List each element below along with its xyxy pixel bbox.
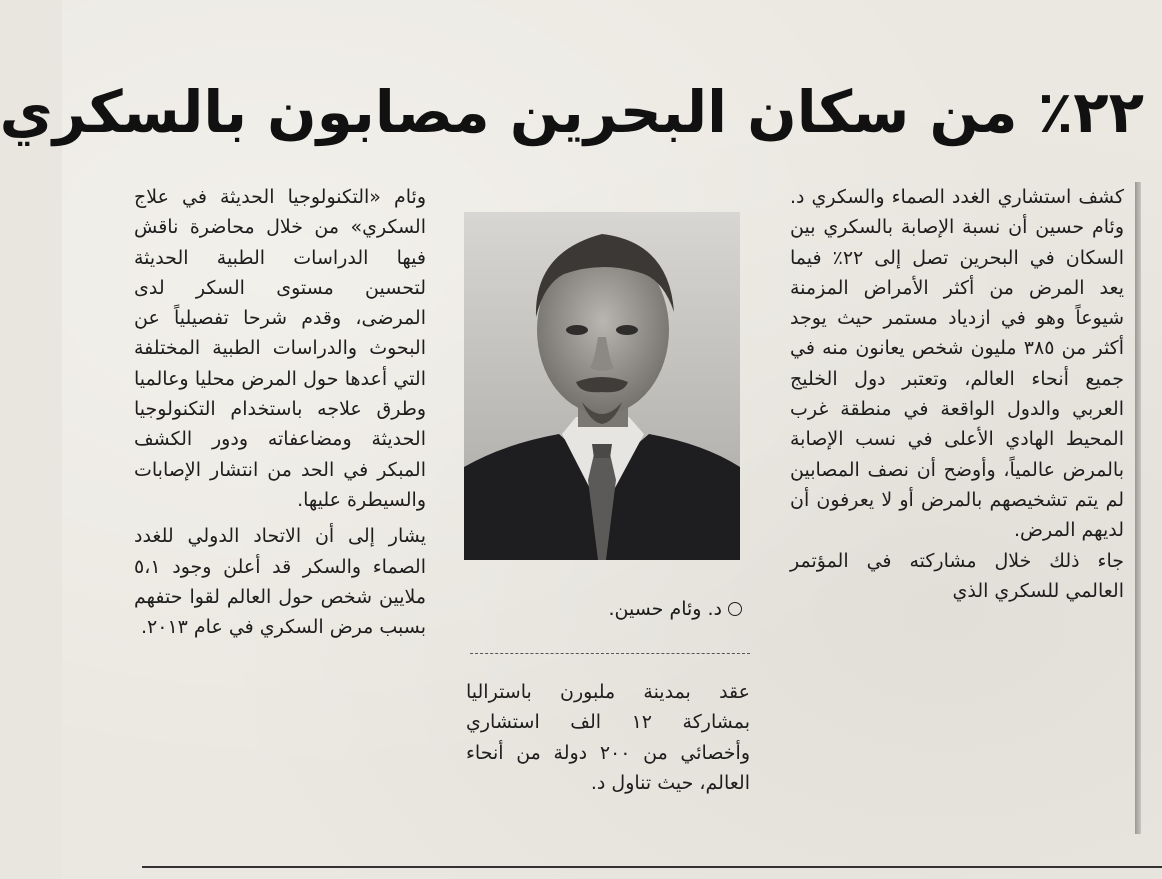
- page-bottom-rule: [142, 866, 1162, 868]
- article-paragraph: عقد بمدينة ملبورن باستراليا بمشاركة ١٢ الف استشاري وأخصائي من ٢٠٠ دولة من أنحاء العالم، حيث تناول د.: [466, 681, 750, 794]
- article-column-middle: [466, 677, 750, 837]
- article-paragraph: يشار إلى أن الاتحاد الدولي للغدد الصماء والسكر قد أعلن وجود ٥،١ ملايين شخص حول العالم لقوا حتفهم بسبب مرض السكري في عام ٢٠١٣.: [134, 525, 426, 639]
- article-column-left: [134, 182, 426, 832]
- article-column-right: [790, 182, 1124, 842]
- caption-divider: [470, 653, 750, 654]
- column-rule-vertical: [1135, 182, 1141, 834]
- caption-bullet-icon: [728, 602, 742, 616]
- article-paragraph: جاء ذلك خلال مشاركته في المؤتمر العالمي للسكري الذي: [790, 549, 1124, 602]
- portrait-image: [464, 212, 740, 560]
- article-paragraph: كشف استشاري الغدد الصماء والسكري د. وئام حسين أن نسبة الإصابة بالسكري بين السكان في البحرين تصل إلى ٢٢٪ فيما يعد المرض من أكثر الأمراض المزمنة شيوعاً وهو في ازدياد مستمر حيث يوجد أكثر من ٣٨٥ مليون شخص يعانون منه في جميع أنحاء العالم، وتعتبر دول الخليج العربي والدول الواقعة في منطقة غرب المحيط الهادي الأعلى في نسب الإصابة بالمرض عالمياً، وأوضح أن نصف المصابين لم يتم تشخيصهم بالمرض أو لا يعرفون أن لديهم المرض.: [790, 186, 1124, 542]
- photo-caption-text: د. وئام حسين.: [608, 598, 722, 620]
- photo-caption: [502, 594, 742, 624]
- article-headline: ٢٢٪ من سكان البحرين مصابون بالسكري: [0, 78, 1144, 146]
- portrait-photo: [464, 212, 740, 560]
- article-paragraph: وئام «التكنولوجيا الحديثة في علاج السكري» من خلال محاضرة ناقش فيها الدراسات الطبية الحديثة لتحسين مستوى السكر لدى المرضى، وقدم شرحا تفصيلياً عن البحوث والدراسات الطبية المختلفة التي أعدها حول المرض محليا وعالميا وطرق علاجه باستخدام التكنولوجيا الحديثة ومضاعفاته ودور الكشف المبكر في الحد من انتشار الإصابات والسيطرة عليها.: [134, 186, 426, 511]
